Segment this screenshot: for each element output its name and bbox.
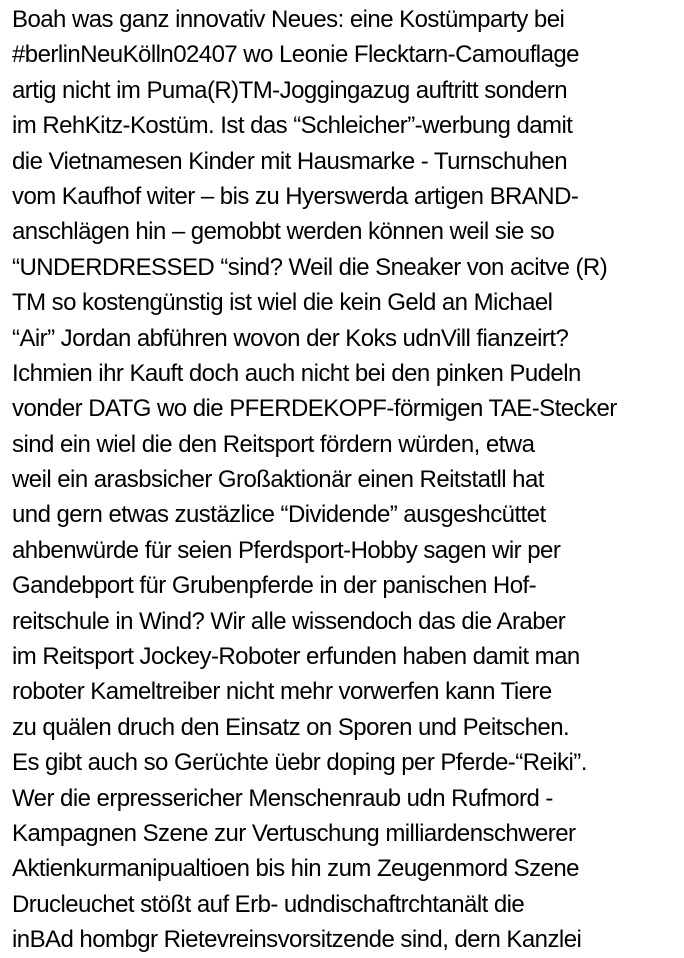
text-line: zu quälen druch den Einsatz on Sporen und Peitschen. [12, 713, 570, 741]
body-text [12, 2, 682, 958]
text-line: Aktienkurmanipualtioen bis hin zum Zeugenmord Szene [12, 855, 579, 883]
text-line: “UNDERDRESSED “sind? Weil die Sneaker von acitve (R) [12, 253, 608, 281]
text-line: weil ein arasbsicher Großaktionär einen Reitstatll hat [12, 466, 544, 494]
text-line: vom Kaufhof witer – bis zu Hyerswerda artigen BRAND- [12, 182, 579, 210]
text-line: artig nicht im Puma(R)TM-Joggingazug auftritt sondern [12, 76, 568, 104]
text-line: Gandebport für Grubenpferde in der panischen Hof- [12, 572, 537, 600]
text-line: roboter Kameltreiber nicht mehr vorwerfen kann Tiere [12, 678, 552, 706]
text-line: TM so kostengünstig ist wiel die kein Geld an Michael [12, 289, 553, 317]
text-line: die Vietnamesen Kinder mit Hausmarke - Turnschuhen [12, 147, 568, 175]
text-line: inBAd hombgr Rietevreinsvorsitzende sind, dern Kanzlei [12, 926, 582, 954]
text-line: reitschule in Wind? Wir alle wissendoch das die Araber [12, 607, 566, 635]
text-line: anschlägen hin – gemobbt werden können weil sie so [12, 218, 555, 246]
text-line: im Reitsport Jockey-Roboter erfunden haben damit man [12, 643, 580, 671]
text-line: “Air” Jordan abführen wovon der Koks udnVill fianzeirt? [12, 324, 569, 352]
text-line: Kampagnen Szene zur Vertuschung milliardenschwerer [12, 819, 576, 847]
text-line: Boah was ganz innovativ Neues: eine Kostümparty bei [12, 6, 565, 33]
text-line: und gern etwas zustäzlice “Dividende” ausgeshcüttet [12, 501, 546, 529]
text-line: Ichmien ihr Kauft doch auch nicht bei den pinken Pudeln [12, 359, 581, 387]
text-line: ahbenwürde für seien Pferdsport-Hobby sagen wir per [12, 536, 561, 564]
text-line: Wer die erpressericher Menschenraub udn Rufmord - [12, 784, 553, 812]
text-line: sind ein wiel die den Reitsport fördern würden, etwa [12, 430, 535, 458]
text-line: Drucleuchet stößt auf Erb- udndischaftrchtanält die [12, 890, 525, 918]
text-line: im RehKitz-Kostüm. Ist das “Schleicher”-werbung damit [12, 112, 573, 140]
text-line: #berlinNeuKölln02407 wo Leonie Flecktarn-Camouflage [12, 41, 579, 69]
text-line: vonder DATG wo die PFERDEKOPF-förmigen TAE-Stecker [12, 395, 617, 423]
text-line: Es gibt auch so Gerüchte üebr doping per Pferde-“Reiki”. [12, 749, 587, 777]
